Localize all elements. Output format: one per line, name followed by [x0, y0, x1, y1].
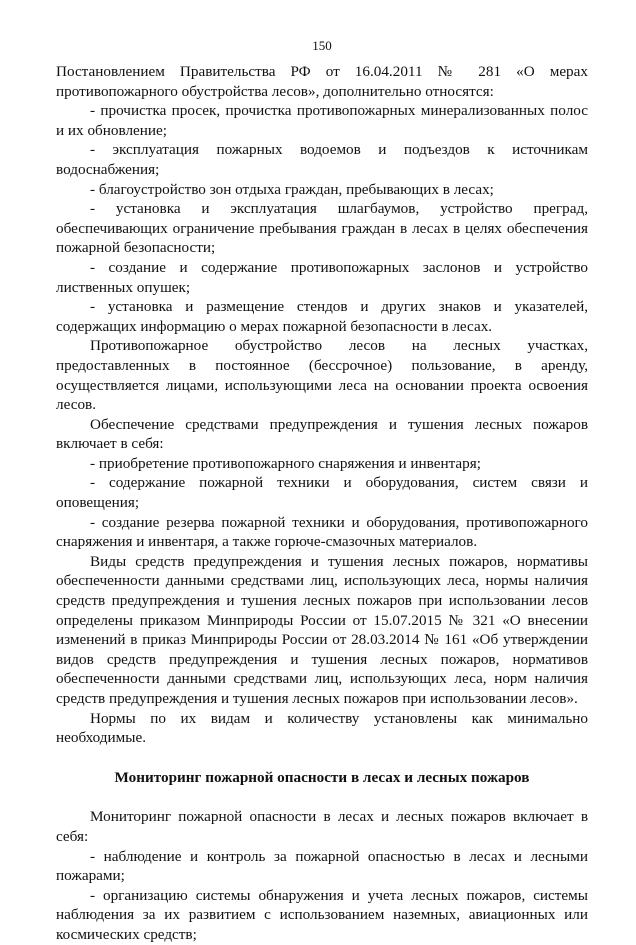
list-item: - приобретение противопожарного снаряжения и инвентаря;: [90, 454, 481, 472]
list-item: - создание резерва пожарной техники и оборудования, противопожарного снаряжения и инвентаря, а также горюче-смазочных материалов.: [56, 513, 588, 551]
paragraph: Обеспечение средствами предупреждения и тушения лесных пожаров включает в себя:: [56, 415, 588, 453]
list-item: - благоустройство зон отдыха граждан, пребывающих в лесах;: [90, 180, 494, 198]
list-item: - наблюдение и контроль за пожарной опасностью в лесах и лесными пожарами;: [56, 847, 588, 885]
paragraph: Мониторинг пожарной опасности в лесах и лесных пожаров включает в себя:: [56, 808, 588, 845]
paragraph: Нормы по их видам и количеству установлены как минимально необходимые.: [56, 709, 588, 747]
list-item: - создание и содержание противопожарных заслонов и устройство лиственных опушек;: [56, 258, 588, 296]
list-item: - эксплуатация пожарных водоемов и подъездов к источникам водоснабжения;: [56, 141, 588, 178]
page-number: 150: [312, 38, 332, 53]
list-item: - содержание пожарной техники и оборудования, систем связи и оповещения;: [56, 474, 588, 512]
paragraph: Противопожарное обустройство лесов на лесных участках, предоставленных в постоянное (бессрочное) пользование, в аренду, осуществляется лицами, использующими леса на основании проекта освоения лесов.: [56, 337, 588, 414]
paragraph: Постановлением Правительства РФ от 16.04.2011 № 281 «О мерах противопожарного обустройства лесов», дополнительно относятся:: [56, 63, 588, 100]
paragraph: Виды средств предупреждения и тушения лесных пожаров, нормативы обеспеченности данными средствами лиц, использующих леса, нормы наличия средств предупреждения и тушения лесных пожаров при использовании лесов определены приказом Минприроды России от 15.07.2015 № 321 «О внесении изменений в приказ Минприроды России от 28.03.2014 № 161 «Об утверждении видов средств предупреждения и тушения лесных пожаров, нормативов обеспеченности данными средствами лиц, использующих леса, норм наличия средств предупреждения и тушения лесных пожаров при использовании лесов».: [56, 552, 588, 707]
list-item: - организацию системы обнаружения и учета лесных пожаров, системы наблюдения за их развитием с использованием наземных, авиационных или космических средств;: [56, 886, 588, 943]
section-heading: Мониторинг пожарной опасности в лесах и лесных пожаров: [114, 768, 530, 786]
list-item: - установка и эксплуатация шлагбаумов, устройство преград, обеспечивающих ограничение пребывания граждан в лесах в целях обеспечения пожарной безопасности;: [56, 200, 588, 257]
list-item: - прочистка просек, прочистка противопожарных минерализованных полос и их обновление;: [56, 102, 588, 139]
document-body: [56, 62, 588, 945]
list-item: - установка и размещение стендов и других знаков и указателей, содержащих информацию о мерах пожарной безопасности в лесах.: [56, 298, 588, 335]
